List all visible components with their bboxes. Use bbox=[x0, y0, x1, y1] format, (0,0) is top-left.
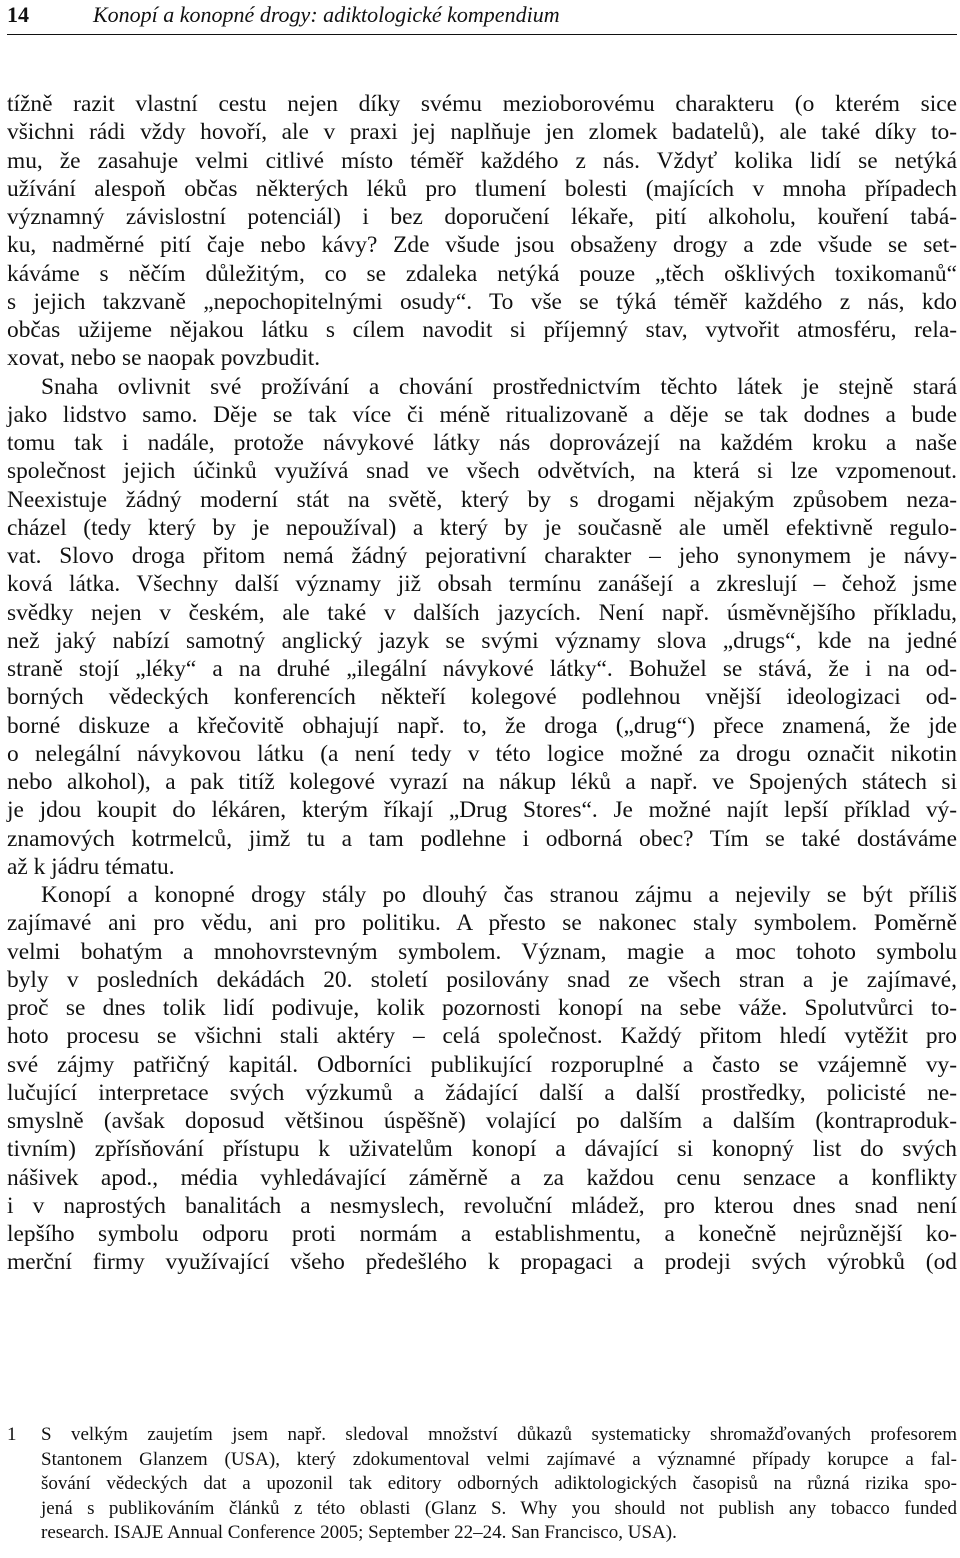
body-line: užívání alespoň občas některých léků pro tlumení bolesti (majících v mnoha případech bbox=[7, 175, 957, 202]
body-line: cházel (tedy který by je nepoužíval) a který by je současně ale uměl efektivně regulo- bbox=[7, 514, 957, 541]
body-line: merční firmy využívající všeho předešlého k propagaci a prodeji svých výrobků (od bbox=[7, 1249, 957, 1276]
body-line: velmi bohatým a mnohovrstevným symbolem. Význam, magie a moc tohoto symbolu bbox=[7, 938, 957, 965]
body-line: borné diskuze a křečovitě obhajují např. to, že droga („drug“) přece znamená, že jde bbox=[7, 712, 957, 739]
body-line: nebo alkohol), a pak titíž kolegové vyrazí na nákup léků a např. ve Spojených státech si bbox=[7, 769, 957, 795]
body-line: káváme s něčím důležitým, co se zdaleka netýká pouze „těch ošklivých toxikomanů“ bbox=[7, 260, 957, 287]
body-line: zajímavé ani pro vědu, ani pro politiku. A přesto se nakonec staly symbolem. Poměrně bbox=[7, 910, 957, 937]
body-line: Neexistuje žádný moderní stát na světě, který by s drogami nějakým způsobem neza- bbox=[7, 486, 957, 513]
body-line: občas užijeme nějakou látku s cílem navodit si příjemný stav, vytvořit atmosféru, rela- bbox=[7, 317, 957, 343]
body-line: proč se dnes tolik lidí podivuje, kolik pozornosti konopí na sebe váže. Spolutvůrci to- bbox=[7, 995, 957, 1021]
body-line: společnost jejich účinků využívá snad ve všech odvětvích, na která si lze vzpomenout. bbox=[7, 458, 957, 485]
body-line: Konopí a konopné drogy stály po dlouhý čas stranou zájmu a nejevily se být příliš bbox=[41, 882, 957, 908]
page-number: 14 bbox=[7, 2, 29, 27]
body-line: znamových kotrmelců, jimž tu a tam podlehne i odborná obec? Tím se také dostáváme bbox=[7, 825, 957, 852]
body-line: je jdou koupit do lékáren, kterým říkají „Drug Stores“. Je možné najít lepší příklad vý- bbox=[7, 797, 957, 824]
footnote-line: jená s publikováním článků z této oblasti (Glanz S. Why you should not publish any tobacco funded bbox=[41, 1497, 957, 1519]
body-line: tomu tak i nadále, protože návykové látky nás doprovázejí na každém kroku a naše bbox=[7, 430, 957, 456]
footnote-line: research. ISAJE Annual Conference 2005; September 22–24. San Francisco, USA). bbox=[41, 1522, 677, 1543]
body-line: byly v posledních dekádách 20. století posilovány snad ze všech stran a je zajímavé, bbox=[7, 966, 957, 993]
body-line: až k jádru tématu. bbox=[7, 853, 175, 880]
body-line: tížně razit vlastní cestu nejen díky svému mezioborovému charakteru (o kterém sice bbox=[7, 91, 957, 117]
footnote-line: S velkým zaujetím jsem např. sledoval množství důkazů systematicky shromažďovaných profesorem bbox=[41, 1424, 957, 1445]
body-line: tivním) zpřísňování přístupu k uživatelům konopí a dávající si konopný list do svých bbox=[7, 1136, 957, 1163]
body-line: vat. Slovo droga přitom nemá žádný pejorativní charakter – jeho synonymem je návy- bbox=[7, 543, 957, 569]
body-line: všichni rádi vždy hovoří, ale v praxi jej naplňuje jen zlomek badatelů), ale také díky to- bbox=[7, 119, 957, 146]
running-header bbox=[7, 0, 957, 35]
body-line: jako lidstvo samo. Děje se tak více či méně ritualizovaně a děje se tak dodnes a bude bbox=[7, 401, 957, 428]
body-line: borných vědeckých konferencích někteří kolegové podlehnou vnější ideologizaci od- bbox=[7, 684, 957, 711]
body-line: než jaký nabízí samotný anglický jazyk se svými významy slova „drugs“, kde na jedné bbox=[7, 627, 957, 654]
body-line: xovat, nebo se naopak povzbudit. bbox=[7, 345, 321, 372]
body-text bbox=[7, 90, 957, 1277]
body-line: svědky nejen v českém, ale také v dalších jazycích. Není např. úsměvnějšího příkladu, bbox=[7, 599, 957, 626]
body-line: o nelegální návykovou látku (a není tedy v této logice možné za drogu označit nikotin bbox=[7, 740, 957, 767]
body-line: i v naprostých banalitách a nesmyslech, revoluční mládež, pro kterou dnes snad není bbox=[7, 1192, 957, 1219]
body-line: významný závislostní potenciál) i bez doporučení lékaře, pití alkoholu, kouření tabá- bbox=[7, 204, 957, 230]
body-line: s jejich takzvaně „nepochopitelnými osudy“. To vše se týká téměř každého z nás, kdo bbox=[7, 288, 957, 315]
body-line: lučující interpretace svých výzkumů a žádající další a další prostředky, policisté ne- bbox=[7, 1079, 957, 1106]
body-line: své zájmy patřičný kapitál. Odborníci publikující rozporuplné a často se vzájemně vy- bbox=[7, 1051, 957, 1078]
footnote-text bbox=[41, 1423, 957, 1546]
body-line: ková látka. Všechny další významy již obsah termínu zanášejí a zkreslují – čehož jsme bbox=[7, 571, 957, 598]
footnote-line: šování vědeckých dat a upozonil tak editory odborných adiktologických časopisů na různá rizika spo- bbox=[41, 1473, 957, 1494]
body-line: Snaha ovlivnit své prožívání a chování prostřednictvím těchto látek je stejně stará bbox=[41, 373, 957, 400]
body-line: straně stojí „léky“ a na druhé „ilegální návykové látky“. Bohužel se stává, že i na od- bbox=[7, 656, 957, 682]
running-title: Konopí a konopné drogy: adiktologické kompendium bbox=[93, 2, 560, 27]
body-line: mu, že zasahuje velmi citlivé místo téměř každého z nás. Vždyť kolika lidí se netýká bbox=[7, 147, 957, 174]
body-line: smyslně (avšak doposud většinou úspěšně) volající po dalším a dalším (kontraproduk- bbox=[7, 1108, 957, 1134]
body-line: nášivek apod., média vyhledávající záměrně a za každou cenu senzace a konflikty bbox=[7, 1164, 957, 1191]
body-line: hoto procesu se všichni stali aktéry – celá společnost. Každý přitom hledí vytěžit pro bbox=[7, 1023, 957, 1050]
footnote-line: Stantonem Glanzem (USA), který zdokumentoval velmi zajímavé a významné případy korupce a fal- bbox=[41, 1448, 957, 1470]
body-line: ku, nadměrné pití čaje nebo kávy? Zde všude jsou obsaženy drogy a zde všude se set- bbox=[7, 232, 957, 259]
body-line: lepšího symbolu odporu proti normám a establishmentu, a konečně nejrůznější ko- bbox=[7, 1221, 957, 1247]
footnote-number: 1 bbox=[7, 1424, 17, 1445]
